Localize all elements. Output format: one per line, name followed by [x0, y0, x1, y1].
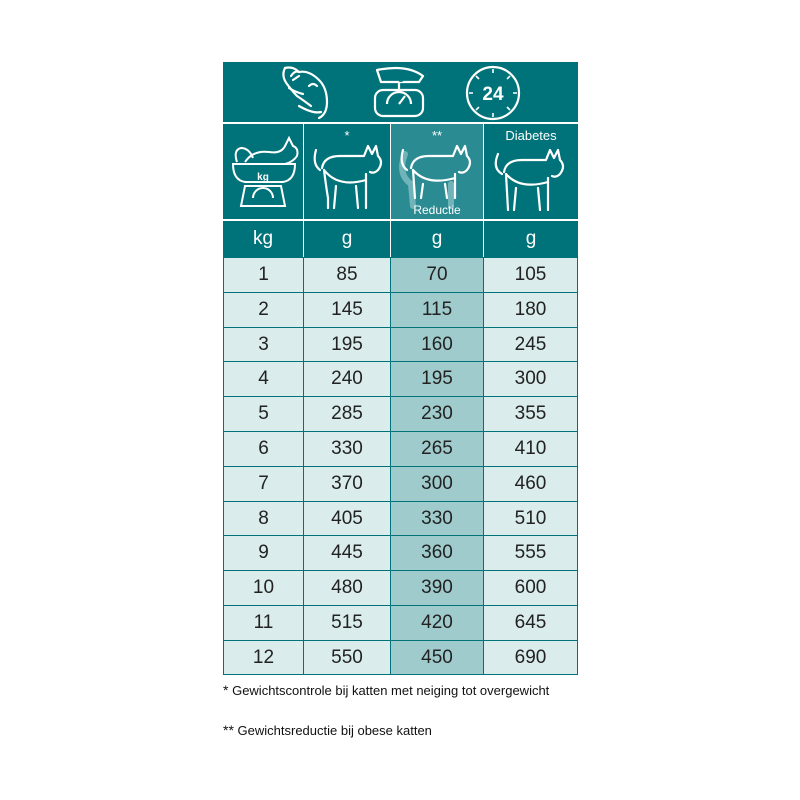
- footnote-text: Gewichtscontrole bij katten met neiging tot overgewicht: [232, 683, 550, 698]
- header-mark: *: [344, 128, 350, 143]
- weight-cell: 7: [223, 467, 304, 501]
- unit-cell: kg: [223, 221, 304, 257]
- diabetes-cell: 645: [484, 606, 578, 640]
- diabetes-cell: 355: [484, 397, 578, 431]
- table-row: [223, 466, 578, 501]
- diabetes-cell: 600: [484, 571, 578, 605]
- reduction-cell: 420: [391, 606, 484, 640]
- table-row: [223, 431, 578, 466]
- weight-cell: 1: [223, 258, 304, 292]
- table-row: [223, 257, 578, 292]
- diabetes-cell: 180: [484, 293, 578, 327]
- reduction-cell: 450: [391, 641, 484, 674]
- table-row: [223, 535, 578, 570]
- diabetes-cell: 245: [484, 328, 578, 362]
- scale-label: g: [397, 72, 405, 83]
- reduction-cell: 300: [391, 467, 484, 501]
- control-cell: 195: [304, 328, 391, 362]
- control-cell: 515: [304, 606, 391, 640]
- control-cell: 405: [304, 502, 391, 536]
- footnote-reduction: [223, 722, 432, 738]
- diabetes-cell: 690: [484, 641, 578, 674]
- reduction-cell: 160: [391, 328, 484, 362]
- table-row: [223, 640, 578, 675]
- footnote-text: Gewichtsreductie bij obese katten: [237, 723, 432, 738]
- table-row: [223, 570, 578, 605]
- header-cell-reduction: [391, 124, 484, 219]
- reduction-cell: 265: [391, 432, 484, 466]
- top-icons: [223, 62, 578, 124]
- diabetes-cell: 510: [484, 502, 578, 536]
- reduction-cell: 390: [391, 571, 484, 605]
- weight-cell: 4: [223, 362, 304, 396]
- control-cell: 445: [304, 536, 391, 570]
- cat-eating-icon: [283, 68, 327, 119]
- unit-cell: g: [391, 221, 484, 257]
- weight-cell: 5: [223, 397, 304, 431]
- control-cell: 370: [304, 467, 391, 501]
- table-row: [223, 327, 578, 362]
- weight-cell: 12: [223, 641, 304, 674]
- reduction-cell: 360: [391, 536, 484, 570]
- table-row: [223, 605, 578, 640]
- weight-cell: 6: [223, 432, 304, 466]
- scale-kg-label: kg: [257, 172, 269, 183]
- reduction-cell: 195: [391, 362, 484, 396]
- control-cell: 285: [304, 397, 391, 431]
- table-row: [223, 396, 578, 431]
- control-cell: 550: [304, 641, 391, 674]
- reduction-cell: 330: [391, 502, 484, 536]
- table-row: [223, 501, 578, 536]
- footnote-mark: **: [223, 722, 234, 738]
- footnote-control: [223, 682, 549, 698]
- unit-cell: g: [484, 221, 578, 257]
- table-body: [223, 257, 578, 675]
- icon-header-row: [223, 124, 578, 219]
- control-cell: 240: [304, 362, 391, 396]
- header-cell-control: [304, 124, 391, 219]
- weight-cell: 10: [223, 571, 304, 605]
- diabetes-cell: 460: [484, 467, 578, 501]
- diabetes-cell: 105: [484, 258, 578, 292]
- diabetes-cell: 410: [484, 432, 578, 466]
- table-row: [223, 292, 578, 327]
- control-cell: 145: [304, 293, 391, 327]
- unit-cell: g: [304, 221, 391, 257]
- cat-icon: [484, 124, 578, 219]
- weight-cell: 2: [223, 293, 304, 327]
- reduction-cell: 70: [391, 258, 484, 292]
- header-caption: Reductie: [413, 203, 461, 217]
- header-cell-weight: [223, 124, 304, 219]
- weight-cell: 9: [223, 536, 304, 570]
- reduction-cell: 230: [391, 397, 484, 431]
- table-row: [223, 361, 578, 396]
- reduction-cell: 115: [391, 293, 484, 327]
- table-top-banner: [223, 62, 578, 124]
- unit-row: [223, 219, 578, 257]
- control-cell: 480: [304, 571, 391, 605]
- weight-cell: 11: [223, 606, 304, 640]
- header-caption: Diabetes: [505, 128, 557, 143]
- cat-icon: [304, 124, 391, 219]
- footnote-mark: *: [223, 682, 229, 698]
- control-cell: 330: [304, 432, 391, 466]
- header-mark: **: [431, 128, 443, 143]
- diabetes-cell: 555: [484, 536, 578, 570]
- diabetes-cell: 300: [484, 362, 578, 396]
- clock-label: 24: [482, 84, 504, 105]
- feeding-table: [223, 62, 578, 675]
- control-cell: 85: [304, 258, 391, 292]
- weight-cell: 3: [223, 328, 304, 362]
- header-cell-diabetes: [484, 124, 578, 219]
- weight-cell: 8: [223, 502, 304, 536]
